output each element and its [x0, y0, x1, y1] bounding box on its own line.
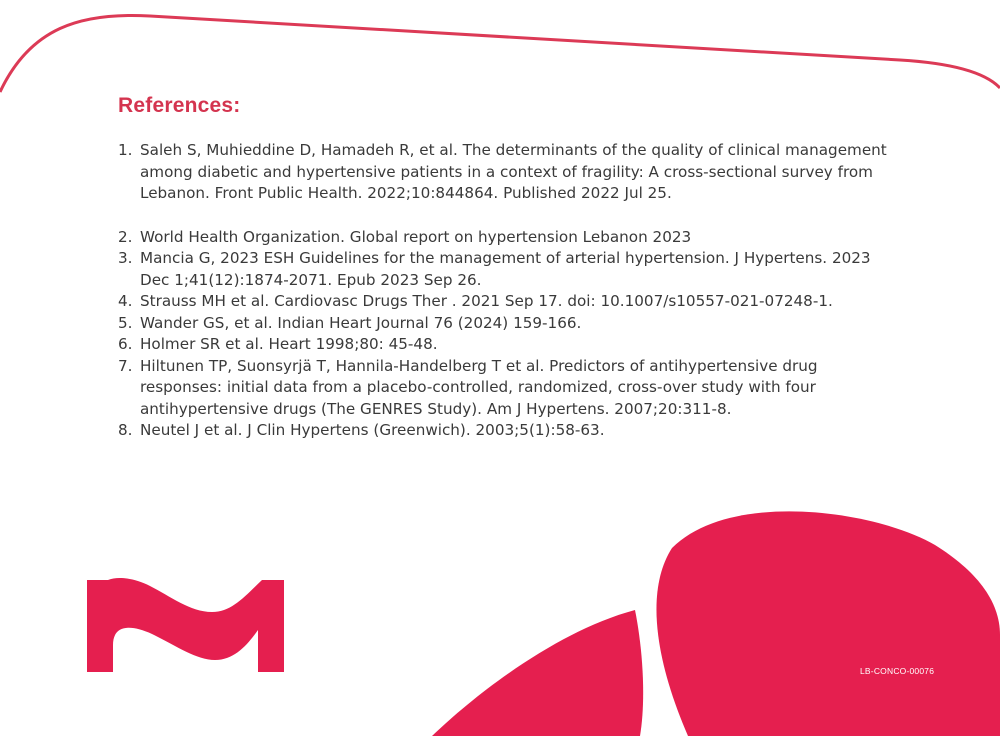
- reference-item: [118, 248, 898, 291]
- reference-text: Wander GS, et al. Indian Heart Journal 76 (2024) 159-166.: [140, 313, 582, 332]
- reference-text: Holmer SR et al. Heart 1998;80: 45-48.: [140, 335, 438, 353]
- reference-text: World Health Organization. Global report on hypertension Lebanon 2023: [140, 227, 692, 246]
- reference-text: Mancia G, 2023 ESH Guidelines for the management of arterial hypertension. J Hypertens. 2023 Dec 1;41(12):1874-2071. Epub 2023 Sep 26.: [140, 249, 871, 289]
- reference-text: Strauss MH et al. Cardiovasc Drugs Ther . 2021 Sep 17. doi: 10.1007/s10557-021-07248-1.: [140, 292, 833, 310]
- reference-item: [118, 140, 898, 205]
- reference-item: [118, 227, 898, 249]
- references-list: [118, 140, 898, 442]
- reference-number: 7.: [118, 356, 133, 375]
- reference-number: 2.: [118, 227, 133, 246]
- reference-item: [118, 334, 898, 356]
- reference-text: Saleh S, Muhieddine D, Hamadeh R, et al. The determinants of the quality of clinical management among diabetic and hypertensive patients in a context of fragility: A cross-sectional survey from Lebanon. Front Public Health. 2022;10:844864. Published 2022 Jul 25.: [140, 141, 887, 202]
- reference-item: [118, 420, 898, 442]
- top-arc-line: [0, 15, 1000, 92]
- reference-number: 4.: [118, 292, 133, 310]
- reference-text: Hiltunen TP, Suonsyrjä T, Hannila-Handelberg T et al. Predictors of antihypertensive drug responses: initial data from a placebo-controlled, randomized, cross-over study with four antihypertensive drugs (The GENRES Study). Am J Hypertens. 2007;20:311-8.: [140, 356, 818, 418]
- reference-item: [118, 356, 898, 421]
- bottom-middle-blob: [432, 610, 643, 736]
- reference-number: 5.: [118, 313, 133, 332]
- reference-item: [118, 313, 898, 335]
- document-code: LB-CONCO-00076: [860, 666, 935, 676]
- reference-item: [118, 291, 898, 313]
- reference-number: 1.: [118, 141, 133, 159]
- reference-number: 6.: [118, 335, 133, 353]
- bottom-right-blob: [656, 511, 1000, 736]
- reference-number: 3.: [118, 249, 133, 267]
- reference-number: 8.: [118, 421, 133, 439]
- brand-logo: [87, 578, 284, 672]
- references-heading: References:: [118, 94, 241, 117]
- reference-text: Neutel J et al. J Clin Hypertens (Greenwich). 2003;5(1):58-63.: [140, 421, 605, 439]
